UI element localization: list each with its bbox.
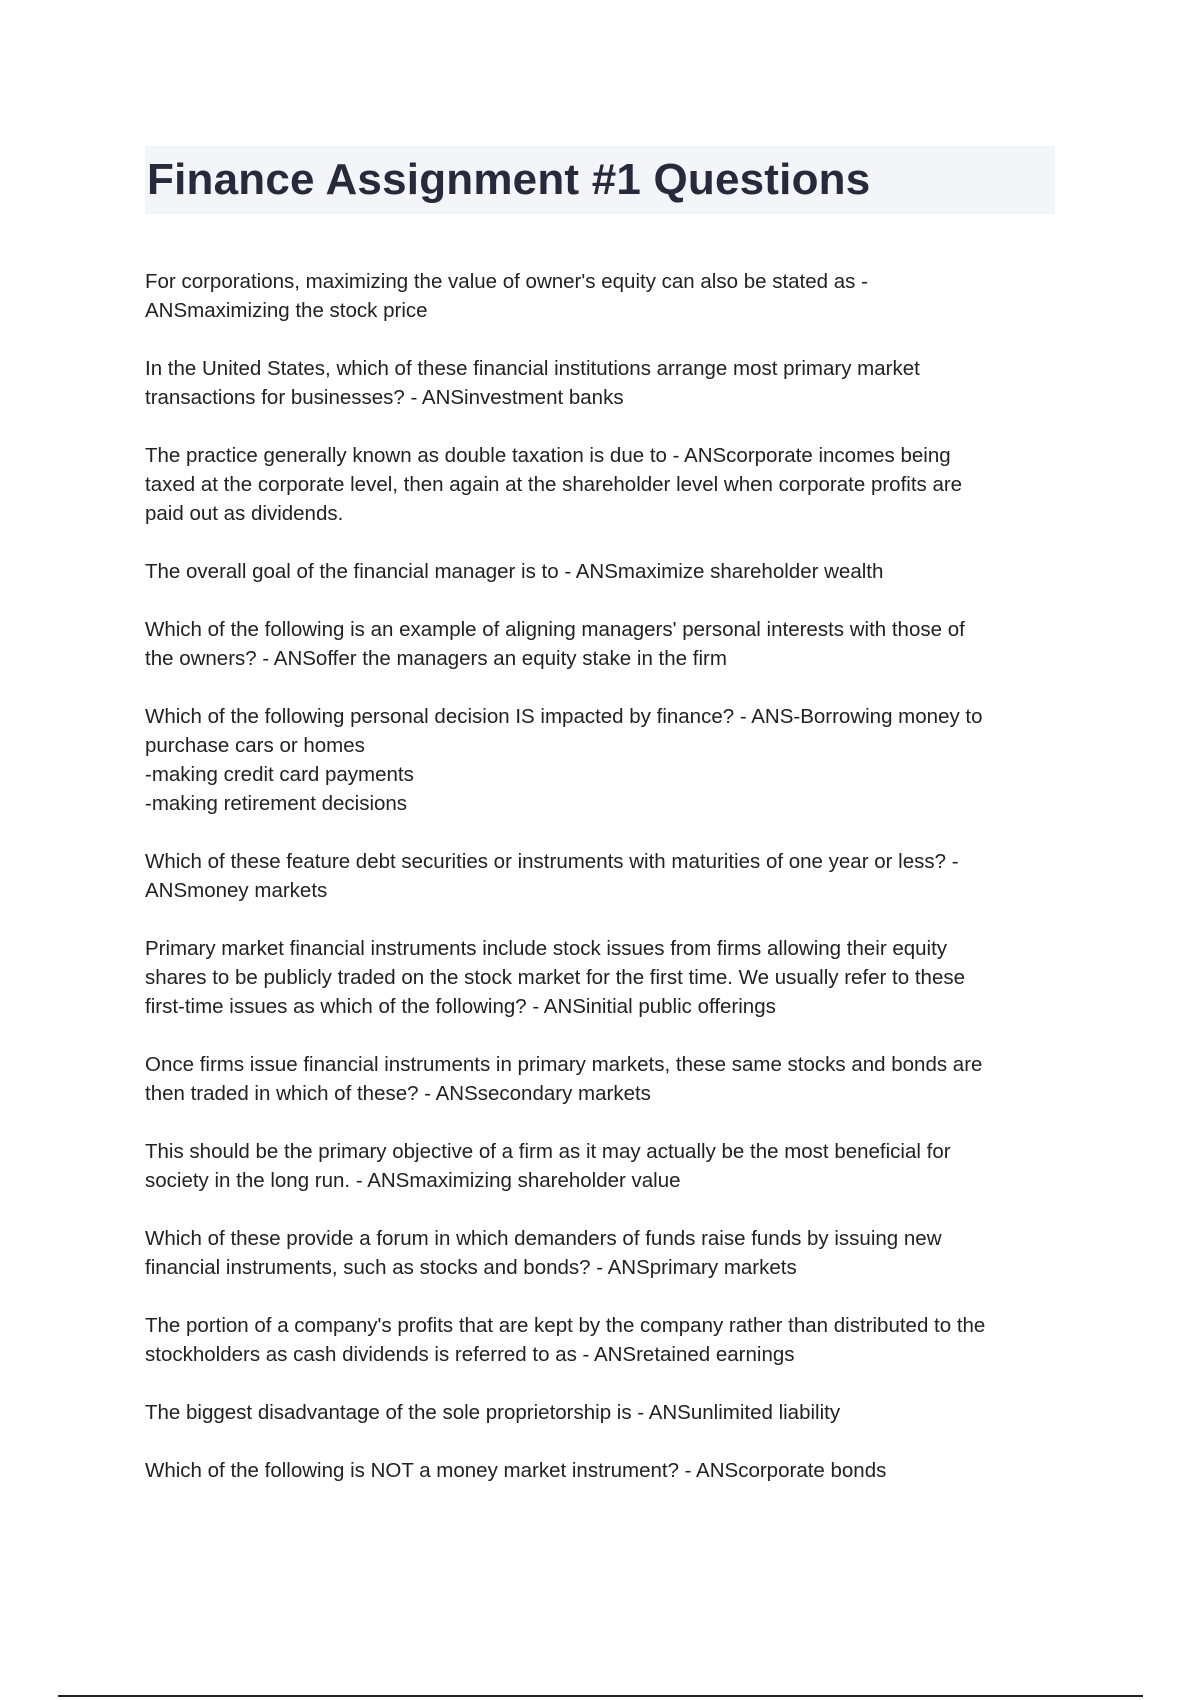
qa-entry: Which of these feature debt securities or instruments with maturities of one year or less? - ANSmoney markets (145, 850, 959, 902)
qa-entry: The overall goal of the financial manager is to - ANSmaximize shareholder wealth (145, 560, 884, 583)
footer-divider (58, 1695, 1143, 1697)
qa-entry: Primary market financial instruments include stock issues from firms allowing their equity shares to be publicly traded on the stock market for the first time. We usually refer to these first-time issues as which of the following? - ANSinitial public offerings (145, 937, 965, 1018)
qa-entry: The practice generally known as double taxation is due to - ANScorporate incomes being taxed at the corporate level, then again at the shareholder level when corporate profits are paid out as dividends. (145, 444, 963, 525)
qa-entry: Which of the following personal decision IS impacted by finance? - ANS-Borrowing money to purchase cars or homes -making credit card payments -making retirement decisions (145, 705, 983, 815)
qa-entry: The portion of a company's profits that are kept by the company rather than distributed to the stockholders as cash dividends is referred to as - ANSretained earnings (145, 1314, 986, 1366)
qa-entry: Once firms issue financial instruments in primary markets, these same stocks and bonds are then traded in which of these? - ANSsecondary markets (145, 1053, 983, 1105)
qa-entry: Which of these provide a forum in which demanders of funds raise funds by issuing new financial instruments, such as stocks and bonds? - ANSprimary markets (145, 1227, 942, 1279)
qa-entry: This should be the primary objective of a firm as it may actually be the most beneficial for society in the long run. - ANSmaximizing shareholder value (145, 1140, 951, 1192)
qa-entry: The biggest disadvantage of the sole proprietorship is - ANSunlimited liability (145, 1401, 841, 1424)
title-banner (145, 146, 1055, 214)
qa-entry: For corporations, maximizing the value of owner's equity can also be stated as - ANSmaximizing the stock price (145, 270, 868, 322)
qa-entry: In the United States, which of these financial institutions arrange most primary market transactions for businesses? - ANSinvestment banks (145, 357, 920, 409)
page-title: Finance Assignment #1 Questions (147, 155, 871, 204)
question-answer-list (145, 267, 1060, 1514)
qa-entry: Which of the following is NOT a money market instrument? - ANScorporate bonds (145, 1459, 887, 1482)
qa-entry: Which of the following is an example of aligning managers' personal interests with those of the owners? - ANSoffer the managers an equity stake in the firm (145, 618, 965, 670)
